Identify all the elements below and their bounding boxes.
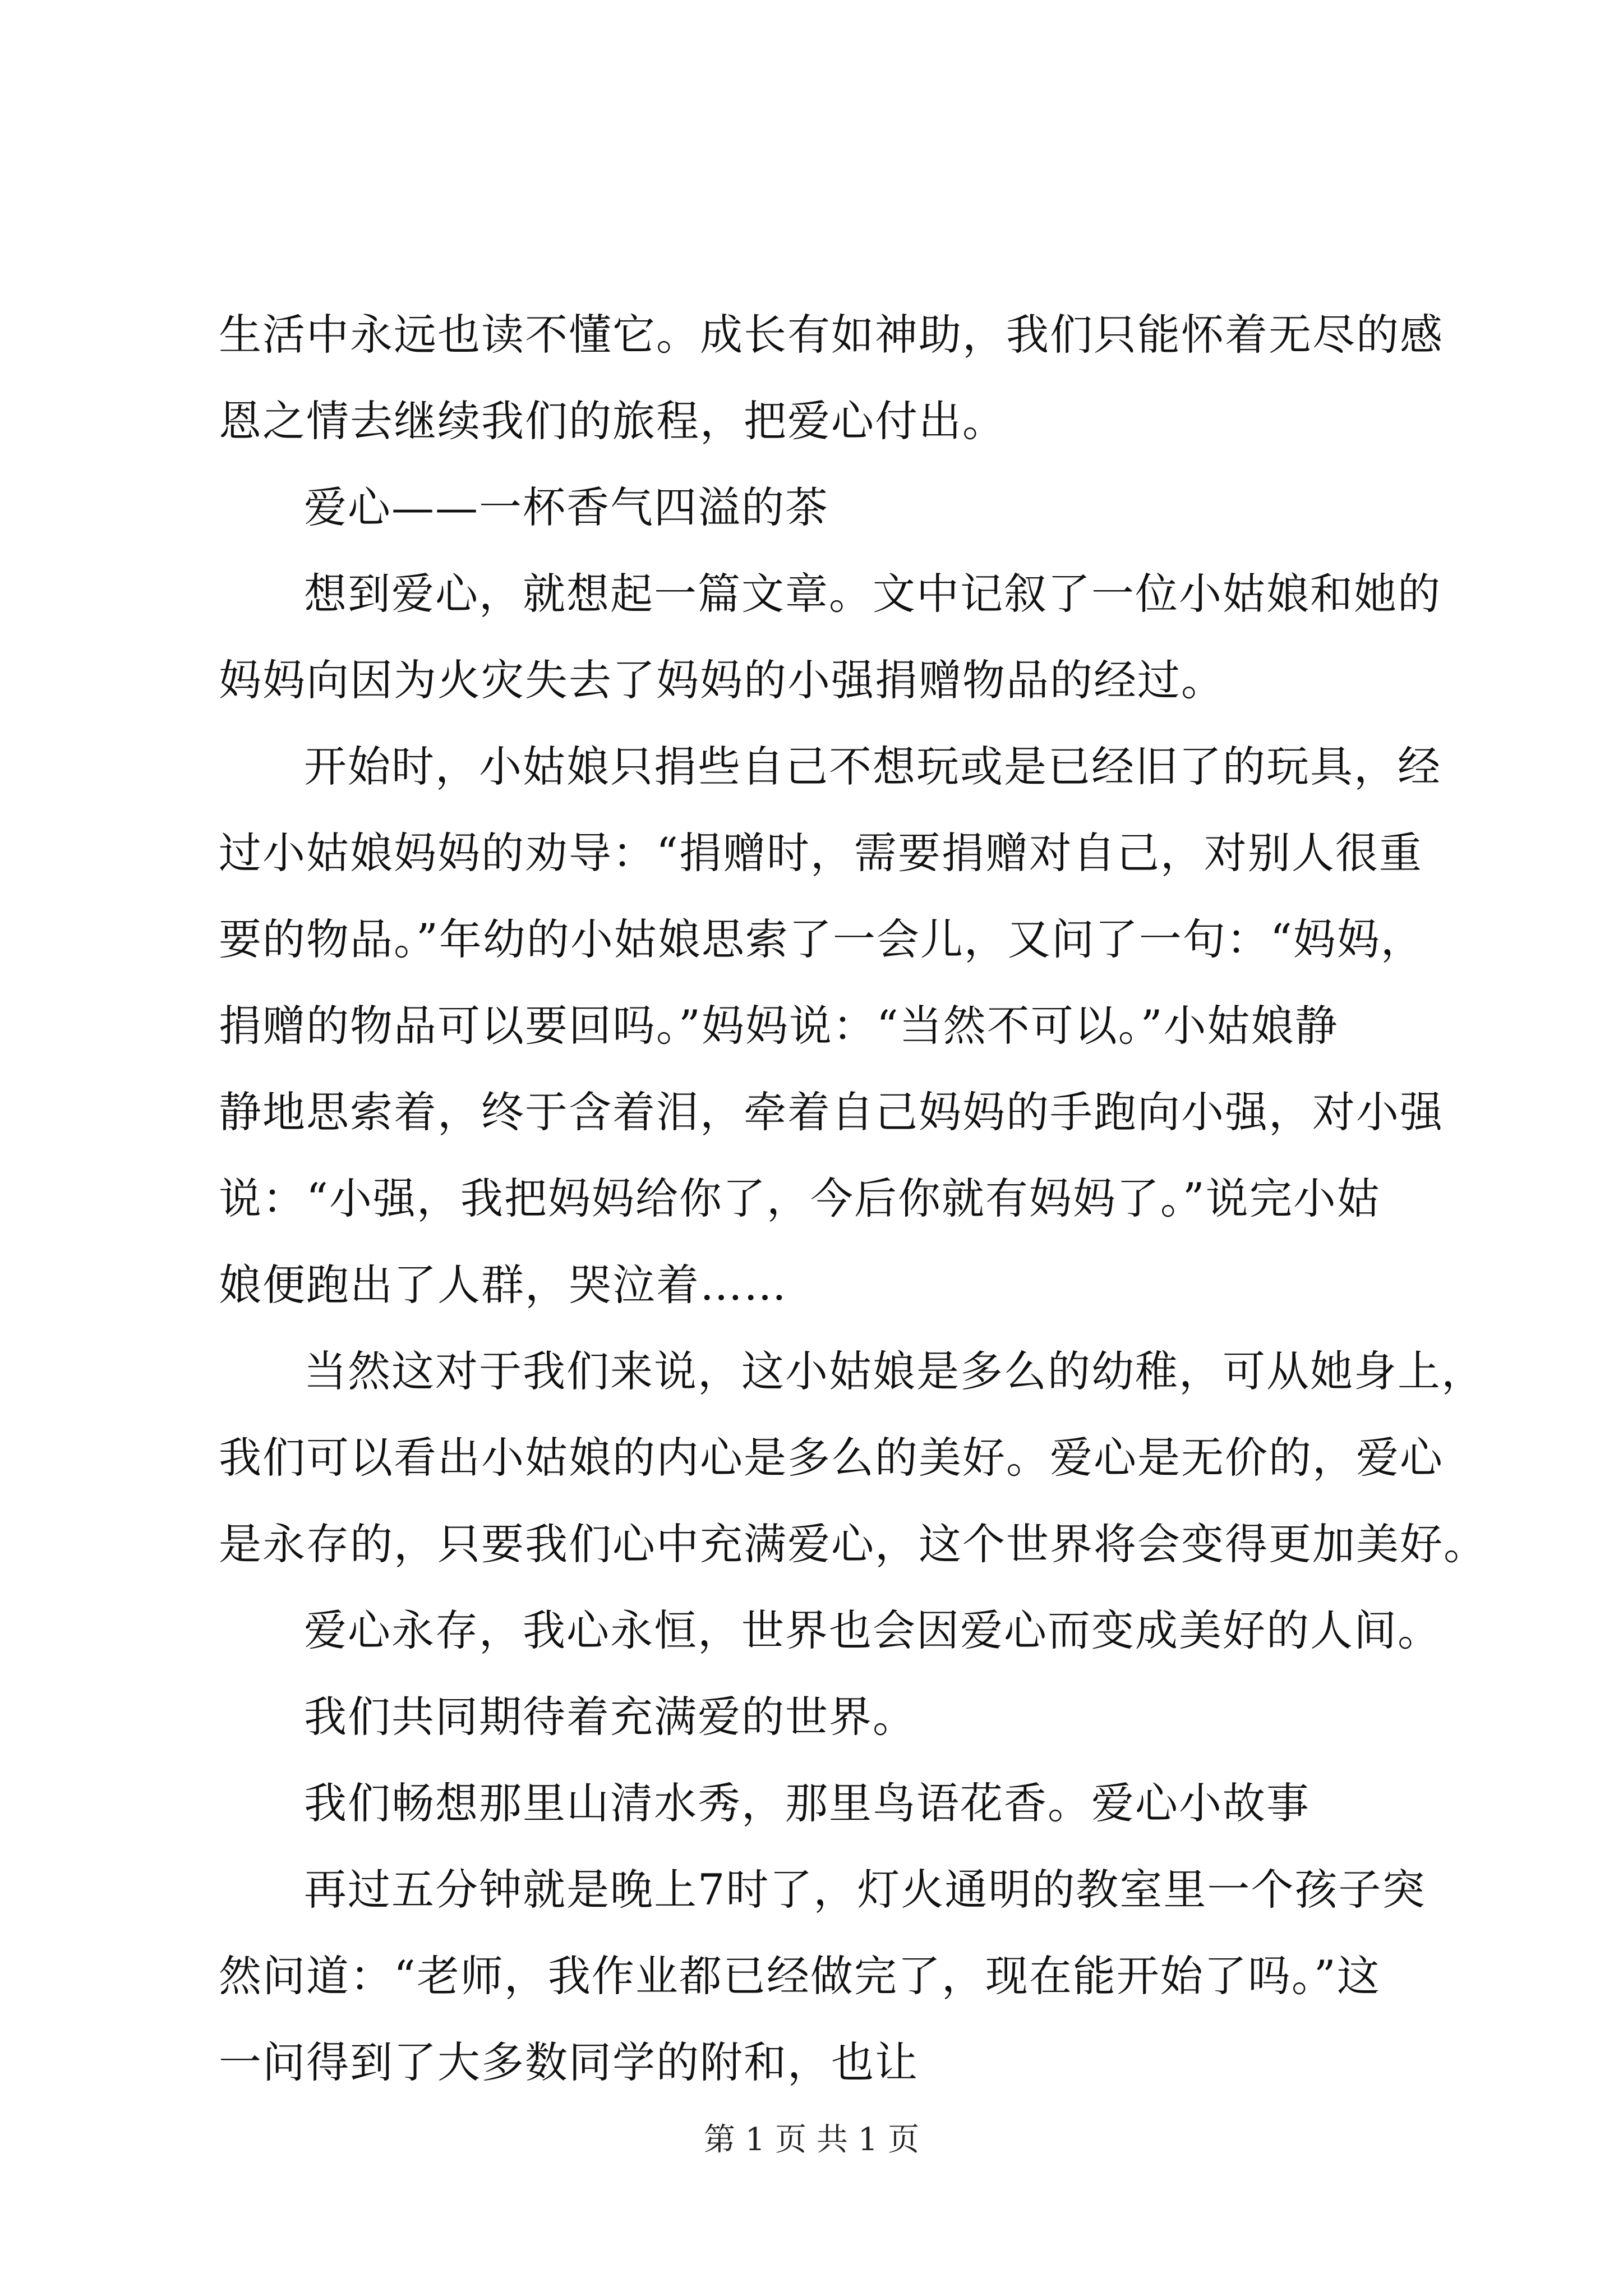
text-line: 我们共同期待着充满爱的世界。 <box>304 1692 916 1742</box>
text-line: 然问道：“老师，我作业都已经做完了，现在能开始了吗。”这 <box>219 1951 1381 2001</box>
body-text <box>219 292 1487 2106</box>
text-line: 当然这对于我们来说，这小姑娘是多么的幼稚，可从她身上， <box>304 1346 1485 1396</box>
text-line: 恩之情去继续我们的旅程，把爱心付出。 <box>219 396 1006 446</box>
page-footer: 第 1 页 共 1 页 <box>703 2122 920 2158</box>
text-line: 要的物品。”年幼的小姑娘思索了一会儿，又问了一句：“妈妈， <box>219 914 1424 964</box>
text-line: 我们可以看出小姑娘的内心是多么的美好。爱心是无价的，爱心 <box>219 1433 1444 1483</box>
text-line: 再过五分钟就是晚上7时了，灯火通明的教室里一个孩子突 <box>304 1865 1426 1915</box>
text-line: 想到爱心，就想起一篇文章。文中记叙了一位小姑娘和她的 <box>304 569 1441 619</box>
text-line: 娘便跑出了人群，哭泣着…… <box>219 1260 787 1310</box>
text-line: 生活中永远也读不懂它。成长有如神助，我们只能怀着无尽的感 <box>219 310 1444 360</box>
text-line: 一问得到了大多数同学的附和，也让 <box>219 2037 919 2087</box>
text-line: 开始时，小姑娘只捐些自己不想玩或是已经旧了的玩具，经 <box>304 742 1441 792</box>
text-line: 过小姑娘妈妈的劝导：“捐赠时，需要捐赠对自己，对别人很重 <box>219 828 1423 878</box>
text-line: 爱心——一杯香气四溢的茶 <box>304 482 829 532</box>
text-line: 我们畅想那里山清水秀，那里鸟语花香。爱心小故事 <box>304 1778 1310 1828</box>
text-line: 静地思索着，终于含着泪，牵着自己妈妈的手跑向小强，对小强 <box>219 1087 1444 1137</box>
text-line: 捐赠的物品可以要回吗。”妈妈说：“当然不可以。”小姑娘静 <box>219 1001 1339 1051</box>
text-line: 是永存的，只要我们心中充满爱心，这个世界将会变得更加美好。 <box>219 1519 1487 1569</box>
text-line: 爱心永存，我心永恒，世界也会因爱心而变成美好的人间。 <box>304 1605 1441 1655</box>
text-line: 妈妈向因为火灾失去了妈妈的小强捐赠物品的经过。 <box>219 655 1225 705</box>
text-line: 说：“小强，我把妈妈给你了，今后你就有妈妈了。”说完小姑 <box>219 1174 1381 1223</box>
